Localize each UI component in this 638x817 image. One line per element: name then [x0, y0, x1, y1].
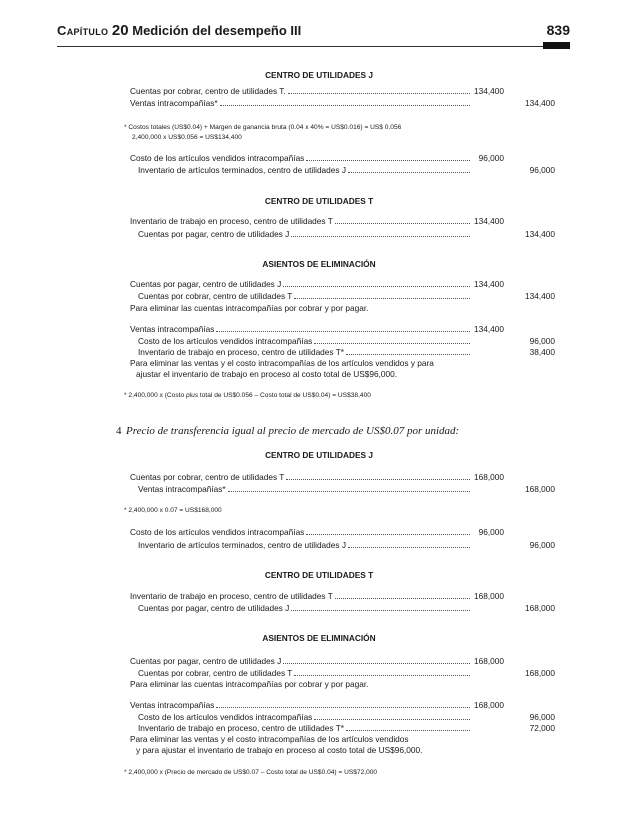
journal-row: [130, 324, 470, 335]
journal-row: [130, 668, 470, 679]
credit-amount: 168,000: [525, 668, 555, 678]
section-title: ASIENTOS DE ELIMINACIÓN: [262, 259, 376, 269]
account-name: Cuentas por cobrar, centro de utilidades T: [138, 291, 293, 301]
chapter-title: Medición del desempeño III: [132, 23, 302, 38]
account-name: Costo de los artículos vendidos intracompañías: [138, 336, 313, 346]
account-name: Cuentas por pagar, centro de utilidades J: [138, 603, 290, 613]
header-rule: [57, 46, 570, 47]
leader-dots: [306, 534, 470, 535]
chapter-heading: [57, 22, 301, 39]
journal-row: [130, 656, 470, 667]
credit-amount: 134,400: [525, 291, 555, 301]
account-name: Ventas intracompañías*: [130, 98, 218, 108]
journal-row: [130, 723, 470, 734]
journal-row: [130, 472, 470, 483]
footnote: 2,400,000 x US$0.056 = US$134,400: [132, 134, 242, 141]
footnote: [124, 391, 371, 401]
debit-amount: 134,400: [474, 216, 504, 226]
journal-row: [130, 153, 470, 164]
explanation-text: ajustar el inventario de trabajo en proceso al costo total de US$96,000.: [136, 369, 398, 379]
leader-dots: [294, 675, 470, 676]
leader-dots: [335, 223, 470, 224]
footnote: * 2,400,000 x 0.07 = US$168,000: [124, 507, 222, 514]
account-name: Inventario de trabajo en proceso, centro de utilidades T*: [138, 723, 345, 733]
account-name: Cuentas por cobrar, centro de utilidades T: [138, 668, 293, 678]
explanation-text: Para eliminar las ventas y el costo intracompañías de los artículos vendidos: [130, 734, 409, 744]
account-name: Cuentas por pagar, centro de utilidades J: [138, 229, 290, 239]
debit-amount: 168,000: [474, 656, 504, 666]
footnote-part: * 2,400,000 x (Costo: [124, 392, 186, 399]
explanation-text: Para eliminar las cuentas intracompañías por cobrar y por pagar.: [130, 303, 369, 313]
debit-amount: 134,400: [474, 279, 504, 289]
section-title: CENTRO DE UTILIDADES T: [264, 570, 374, 580]
leader-dots: [306, 160, 470, 161]
journal-row: [130, 291, 470, 302]
credit-amount: 38,400: [529, 347, 555, 357]
chapter-number: 20: [111, 22, 129, 39]
running-header: [57, 22, 570, 44]
leader-dots: [228, 491, 470, 492]
account-name: Inventario de artículos terminados, centro de utilidades J: [138, 540, 346, 550]
debit-amount: 134,400: [474, 324, 504, 334]
footnote: * 2,400,000 x (Precio de mercado de US$0.07 – Costo total de US$0.04) = US$72,000: [124, 769, 378, 776]
leader-dots: [288, 93, 470, 94]
debit-amount: 168,000: [474, 591, 504, 601]
explanation-text: Para eliminar las ventas y el costo intracompañías de los artículos vendidos y para: [130, 358, 434, 368]
account-name: Ventas intracompañías*: [138, 484, 226, 494]
leader-dots: [348, 172, 470, 173]
account-name: Costo de los artículos vendidos intracompañías: [138, 712, 313, 722]
journal-row: [130, 165, 470, 176]
credit-amount: 72,000: [529, 723, 555, 733]
journal-row: [130, 484, 470, 495]
journal-row: [130, 98, 470, 109]
leader-dots: [286, 479, 470, 480]
account-name: Costo de los artículos vendidos intracompañías: [130, 527, 305, 537]
credit-amount: 96,000: [529, 712, 555, 722]
account-name: Inventario de trabajo en proceso, centro de utilidades T*: [138, 347, 345, 357]
explanation-text: Para eliminar las cuentas intracompañías por cobrar y por pagar.: [130, 679, 369, 689]
account-name: Cuentas por pagar, centro de utilidades J: [130, 656, 282, 666]
account-name: Inventario de trabajo en proceso, centro de utilidades T: [130, 591, 333, 601]
leader-dots: [283, 286, 470, 287]
account-name: Inventario de trabajo en proceso, centro de utilidades T: [130, 216, 333, 226]
subheading-number: 4: [116, 425, 122, 437]
credit-amount: 134,400: [525, 229, 555, 239]
account-name: Ventas intracompañías: [130, 324, 215, 334]
leader-dots: [283, 663, 470, 664]
leader-dots: [346, 354, 470, 355]
chapter-word: Capítulo: [57, 23, 109, 38]
header-tab-mark: [543, 42, 570, 49]
credit-amount: 96,000: [529, 336, 555, 346]
debit-amount: 134,400: [474, 86, 504, 96]
credit-amount: 168,000: [525, 603, 555, 613]
journal-row: [130, 603, 470, 614]
leader-dots: [294, 298, 470, 299]
subheading: [116, 425, 476, 439]
leader-dots: [335, 598, 470, 599]
credit-amount: 96,000: [529, 540, 555, 550]
leader-dots: [291, 236, 470, 237]
journal-row: [130, 279, 470, 290]
account-name: Cuentas por cobrar, centro de utilidades T: [130, 472, 285, 482]
debit-amount: 96,000: [478, 153, 504, 163]
journal-row: [130, 700, 470, 711]
credit-amount: 134,400: [525, 98, 555, 108]
footnote: * Costos totales (US$0.04) + Margen de ganancia bruta (0.04 x 40% = US$0.016) = US$ 0.056: [124, 124, 402, 131]
footnote-part: total de US$0.056 – Costo total de US$0.04) = US$38,400: [198, 392, 371, 399]
journal-row: [130, 216, 470, 227]
journal-row: [130, 86, 470, 97]
leader-dots: [314, 719, 470, 720]
account-name: Costo de los artículos vendidos intracompañías: [130, 153, 305, 163]
section-title: CENTRO DE UTILIDADES J: [265, 450, 373, 460]
journal-row: [130, 336, 470, 347]
journal-row: [130, 591, 470, 602]
footnote-italic: plus: [185, 392, 199, 399]
account-name: Inventario de artículos terminados, centro de utilidades J: [138, 165, 346, 175]
leader-dots: [220, 105, 470, 106]
account-name: Cuentas por pagar, centro de utilidades J: [130, 279, 282, 289]
explanation-text: y para ajustar el inventario de trabajo en proceso al costo total de US$96,000.: [136, 745, 423, 755]
journal-row: [130, 527, 470, 538]
leader-dots: [216, 331, 470, 332]
leader-dots: [346, 730, 470, 731]
journal-row: [130, 229, 470, 240]
leader-dots: [314, 343, 470, 344]
section-title: CENTRO DE UTILIDADES J: [265, 70, 373, 80]
account-name: Cuentas por cobrar, centro de utilidades T.: [130, 86, 286, 96]
page-number: 839: [546, 22, 570, 38]
debit-amount: 168,000: [474, 700, 504, 710]
account-name: Ventas intracompañías: [130, 700, 215, 710]
subheading-text: Precio de transferencia igual al precio de mercado de US$0.07 por unidad:: [126, 425, 460, 437]
journal-row: [130, 712, 470, 723]
credit-amount: 96,000: [529, 165, 555, 175]
leader-dots: [216, 707, 470, 708]
journal-row: [130, 540, 470, 551]
credit-amount: 168,000: [525, 484, 555, 494]
debit-amount: 96,000: [478, 527, 504, 537]
section-title: CENTRO DE UTILIDADES T: [264, 196, 374, 206]
leader-dots: [291, 610, 470, 611]
section-title: ASIENTOS DE ELIMINACIÓN: [262, 633, 376, 643]
journal-row: [130, 347, 470, 358]
leader-dots: [348, 547, 470, 548]
debit-amount: 168,000: [474, 472, 504, 482]
